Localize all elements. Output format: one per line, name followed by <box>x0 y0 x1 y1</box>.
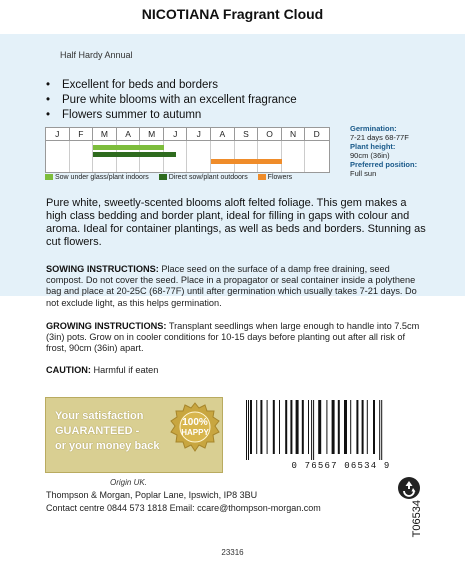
height-label: Plant height: <box>350 142 396 151</box>
barcode-number: 0 76567 06534 9 <box>291 461 391 471</box>
height-value: 90cm (36in) <box>350 151 390 160</box>
guarantee-line-2: GUARANTEED - <box>55 425 140 437</box>
indoor-sowing-bar <box>93 145 164 150</box>
guarantee-line-3: or your money back <box>55 440 160 452</box>
seal-percent: 100% <box>182 417 208 428</box>
contact-details: Contact centre 0844 573 1818 Email: ccare@thompson-morgan.com <box>46 503 321 513</box>
month-label: J <box>46 128 70 140</box>
month-label: D <box>313 129 320 139</box>
growing-heading: GROWING INSTRUCTIONS: <box>46 321 167 331</box>
legend-swatch-outdoor <box>159 174 167 180</box>
germination-label: Germination: <box>350 124 397 133</box>
growing-instructions <box>46 321 426 355</box>
legend-flowers: Flowers <box>267 174 293 181</box>
month-label: M <box>93 128 117 140</box>
month-label: A <box>117 128 141 140</box>
growing-text: Transplant seedlings when large enough to handle into 7.5cm (3in) pots. Grow on in cooler conditions for 10-15 days before planting out after all risk of frost, 90cm (36in) apart. <box>46 321 420 354</box>
origin: Origin UK. <box>110 478 147 487</box>
happy-seal-icon <box>170 402 220 454</box>
packet-title: NICOTIANA Fragrant Cloud <box>141 6 324 22</box>
month-label: J <box>188 128 212 140</box>
legend-swatch-flowers <box>258 174 266 180</box>
month-label: S <box>235 128 259 140</box>
seal-happy: HAPPY <box>181 428 209 437</box>
position-value: Full sun <box>350 169 377 178</box>
month-label: J <box>164 128 188 140</box>
position-label: Preferred position: <box>350 160 418 169</box>
flowering-bar <box>211 159 282 164</box>
germination-value: 7-21 days 68-77F <box>350 133 409 142</box>
legend-swatch-indoor <box>45 174 53 180</box>
month-label: F <box>70 128 94 140</box>
month-label: O <box>258 128 282 140</box>
caution-text: Harmful if eaten <box>93 365 159 375</box>
feature-list <box>46 78 297 123</box>
company-address: Thompson & Morgan, Poplar Lane, Ipswich, IP8 3BU <box>46 490 258 500</box>
month-label: M <box>140 128 164 140</box>
legend-indoor: Sow under glass/plant indoors <box>55 174 149 181</box>
guarantee-text <box>55 409 160 454</box>
feature-item: • Excellent for beds and borders <box>46 78 297 93</box>
feature-item: • Flowers summer to autumn <box>46 108 297 123</box>
product-code: T06534 <box>411 500 423 538</box>
feature-item: • Pure white blooms with an excellent fragrance <box>46 93 297 108</box>
guarantee-line-1: Your satisfaction <box>55 410 144 422</box>
sowing-calendar <box>45 127 330 173</box>
calendar-legend <box>45 174 300 181</box>
description: Pure white, sweetly-scented blooms aloft felted foliage. This gem makes a high class bedding and border plant, ideal for filling in gaps with colour and aroma. Ideal for container plantings, as well as beds and borders. Stunning as cut flowers. <box>46 197 426 248</box>
caution <box>46 365 426 376</box>
legend-outdoor: Direct sow/plant outdoors <box>168 174 248 181</box>
plant-type: Half Hardy Annual <box>60 50 133 60</box>
sowing-heading: SOWING INSTRUCTIONS: <box>46 264 159 274</box>
print-number: 23316 <box>221 548 244 557</box>
month-label: N <box>282 128 306 140</box>
month-label: A <box>211 128 235 140</box>
sowing-text: Place seed on the surface of a damp free draining, seed compost. Do not cover the seed. Place in a propagator or seal container inside a polythene bag and place at 20-25C (68-77F) until after germination which usually takes 7-21 days. Do not exclude light, as this helps germination. <box>46 264 417 308</box>
growing-info <box>350 124 417 178</box>
recycle-icon <box>397 476 421 500</box>
outdoor-sowing-bar <box>93 152 176 157</box>
sowing-instructions <box>46 264 426 309</box>
caution-heading: CAUTION: <box>46 365 91 375</box>
barcode <box>242 400 438 460</box>
